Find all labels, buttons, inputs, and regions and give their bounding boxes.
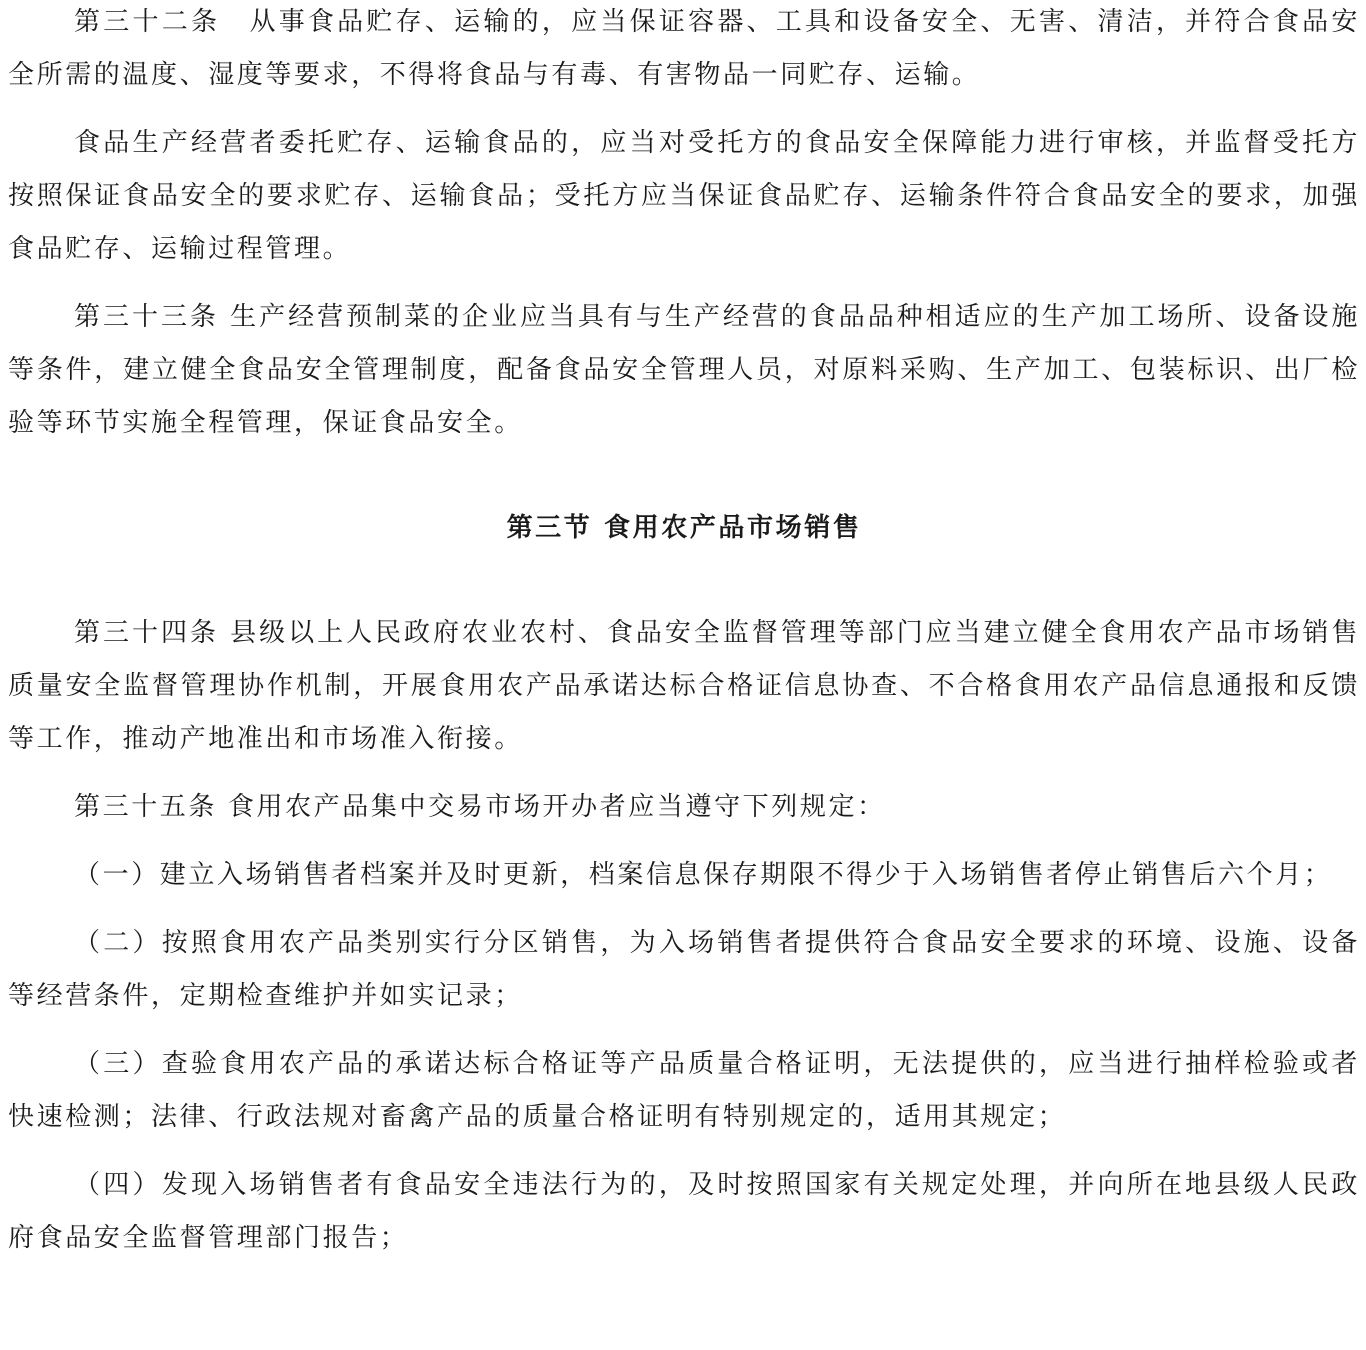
- section-heading: 第三节 食用农产品市场销售: [506, 513, 862, 543]
- article-32-paragraph: 第三十二条 从事食品贮存、运输的，应当保证容器、工具和设备安全、无害、清洁，并符合食品安全所需的温度、湿度等要求，不得将食品与有毒、有害物品一同贮存、运输。: [8, 7, 1360, 90]
- article-33-paragraph: 第三十三条 生产经营预制菜的企业应当具有与生产经营的食品品种相适应的生产加工场所、设备设施等条件，建立健全食品安全管理制度，配备食品安全管理人员，对原料采购、生产加工、包装标识、出厂检验等环节实施全程管理，保证食品安全。: [8, 302, 1360, 438]
- article-34-paragraph: 第三十四条 县级以上人民政府农业农村、食品安全监督管理等部门应当建立健全食用农产品市场销售质量安全监督管理协作机制，开展食用农产品承诺达标合格证信息协查、不合格食用农产品信息通报和反馈等工作，推动产地准出和市场准入衔接。: [8, 618, 1360, 754]
- article-32-second-paragraph: 食品生产经营者委托贮存、运输食品的，应当对受托方的食品安全保障能力进行审核，并监督受托方按照保证食品安全的要求贮存、运输食品；受托方应当保证食品贮存、运输条件符合食品安全的要求，加强食品贮存、运输过程管理。: [8, 128, 1360, 264]
- list-item-3: （三）查验食用农产品的承诺达标合格证等产品质量合格证明，无法提供的，应当进行抽样检验或者快速检测；法律、行政法规对畜禽产品的质量合格证明有特别规定的，适用其规定；: [8, 1049, 1360, 1132]
- list-item-1: （一）建立入场销售者档案并及时更新，档案信息保存期限不得少于入场销售者停止销售后六个月；: [74, 860, 1333, 890]
- list-item-2: （二）按照食用农产品类别实行分区销售，为入场销售者提供符合食品安全要求的环境、设施、设备等经营条件，定期检查维护并如实记录；: [8, 928, 1360, 1011]
- list-item-4: （四）发现入场销售者有食品安全违法行为的，及时按照国家有关规定处理，并向所在地县级人民政府食品安全监督管理部门报告；: [8, 1170, 1360, 1253]
- article-35-paragraph: 第三十五条 食用农产品集中交易市场开办者应当遵守下列规定：: [74, 792, 886, 822]
